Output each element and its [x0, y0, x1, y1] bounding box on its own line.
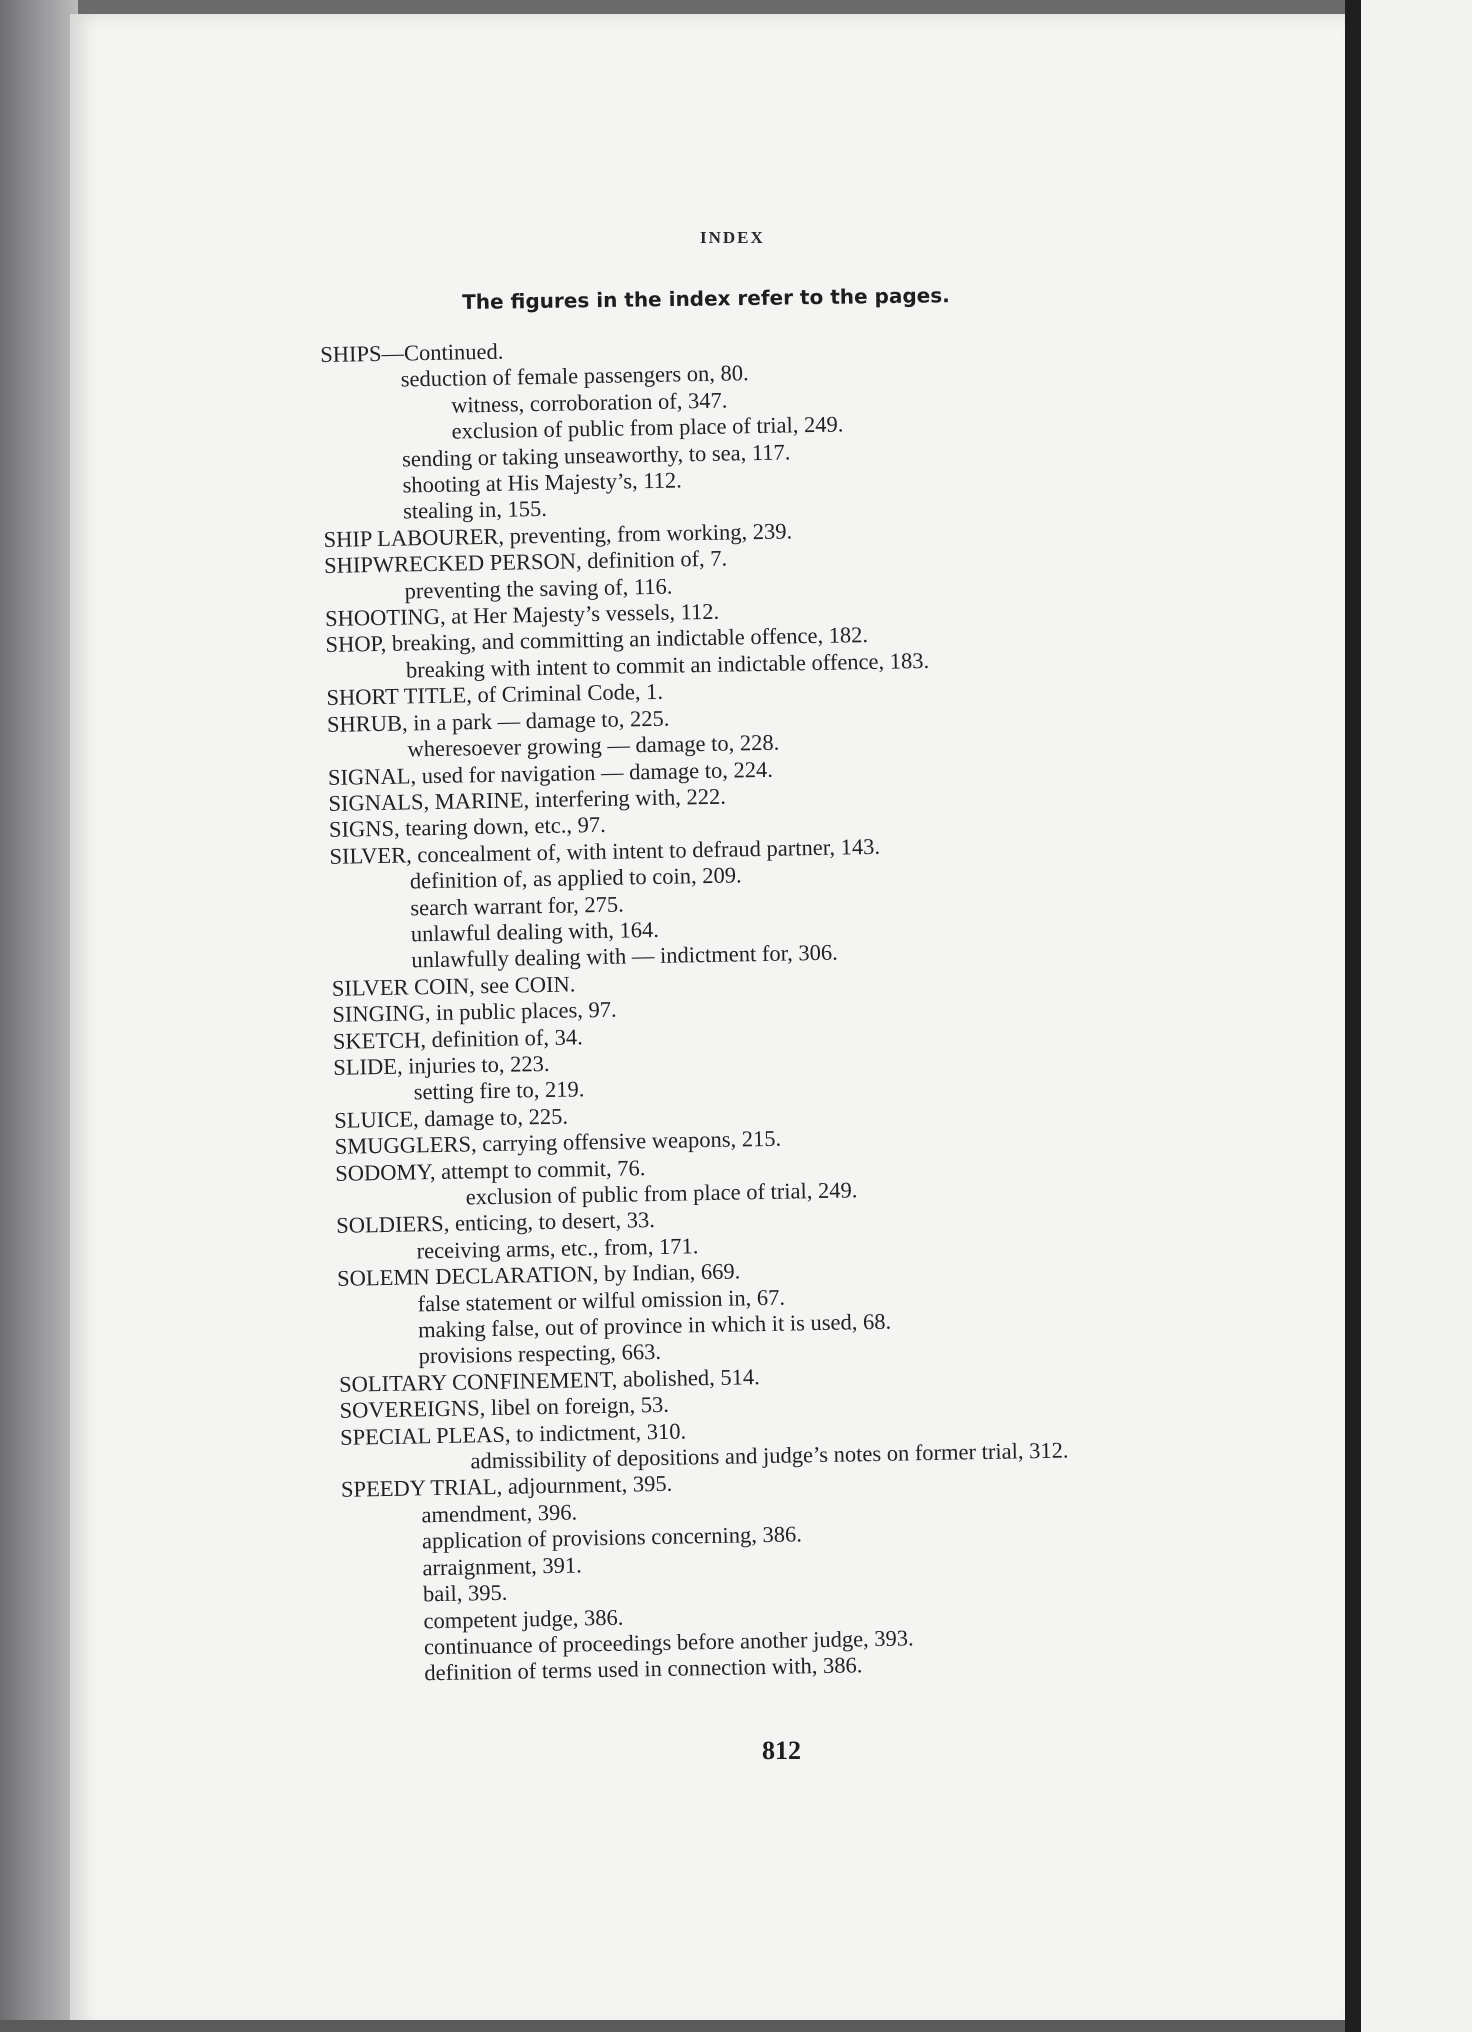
index-entry: false statement or wilful omission in, 67. — [417, 1284, 786, 1316]
page-number: 812 — [762, 1736, 801, 1765]
index-entry: definition of terms used in connection with, 386. — [424, 1652, 863, 1686]
index-entry: provisions respecting, 663. — [418, 1339, 662, 1369]
running-head: INDEX — [700, 228, 765, 247]
index-entry: search warrant for, 275. — [410, 891, 624, 920]
index-entry: competent judge, 386. — [423, 1604, 624, 1633]
index-entry: SHOOTING, at Her Majesty’s vessels, 112. — [324, 598, 720, 632]
index-entry: shooting at His Majesty’s, 112. — [402, 467, 682, 498]
index-entry: exclusion of public from place of trial, 249. — [451, 411, 844, 444]
index-entry: seduction of female passengers on, 80. — [400, 360, 749, 392]
index-entry: unlawful dealing with, 164. — [410, 916, 660, 947]
index-entry: SPEEDY TRIAL, adjournment, 395. — [340, 1471, 673, 1503]
index-entry: admissibility of depositions and judge’s notes on former trial, 312. — [470, 1437, 1069, 1474]
index-entry: SOVEREIGNS, libel on foreign, 53. — [339, 1392, 670, 1424]
index-entry: SHORT TITLE, of Criminal Code, 1. — [326, 679, 664, 711]
index-entry: wheresoever growing — damage to, 228. — [407, 729, 780, 762]
index-entry: receiving arms, etc., from, 171. — [416, 1233, 699, 1264]
index-entry: SIGNAL, used for navigation — damage to, 224. — [327, 756, 774, 790]
index-entry: SILVER COIN, see COIN. — [331, 971, 576, 1001]
index-entry: continuance of proceedings before another judge, 393. — [423, 1625, 914, 1660]
index-entry: SOLDIERS, enticing, to desert, 33. — [335, 1207, 656, 1239]
scan-bottom-edge — [0, 2020, 1345, 2032]
index-entry: amendment, 396. — [421, 1499, 578, 1528]
index-entry: SKETCH, definition of, 34. — [332, 1023, 583, 1054]
index-entry: making false, out of province in which it is used, 68. — [417, 1308, 892, 1343]
index-entry: SLUICE, damage to, 225. — [334, 1103, 569, 1133]
index-entry: preventing the saving of, 116. — [404, 573, 673, 604]
index-entry: SOLEMN DECLARATION, by Indian, 669. — [336, 1258, 741, 1292]
scan-top-edge — [0, 0, 1345, 14]
index-note: The figures in the index refer to the pages. — [462, 283, 950, 314]
index-entry: arraignment, 391. — [422, 1552, 583, 1581]
index-entry: SHIPS—Continued. — [320, 338, 504, 367]
index-entry: setting fire to, 219. — [413, 1076, 585, 1105]
index-entry: sending or taking unseaworthy, to sea, 117. — [401, 439, 791, 472]
index-entry: exclusion of public from place of trial, 249. — [465, 1177, 858, 1210]
index-entries — [320, 326, 1205, 1688]
index-entry: stealing in, 155. — [402, 496, 548, 524]
index-entry: witness, corroboration of, 347. — [450, 387, 728, 418]
index-entry: SOLITARY CONFINEMENT, abolished, 514. — [338, 1363, 760, 1397]
index-entry: definition of, as applied to coin, 209. — [409, 862, 742, 894]
index-entry: SHRUB, in a park — damage to, 225. — [326, 705, 670, 737]
index-entry: SILVER, concealment of, with intent to defraud partner, 143. — [329, 833, 881, 869]
index-entry: SPECIAL PLEAS, to indictment, 310. — [339, 1418, 687, 1450]
index-entry: SINGING, in public places, 97. — [332, 996, 617, 1028]
facing-page — [1361, 0, 1472, 2032]
index-entry: unlawfully dealing with — indictment for, 306. — [411, 939, 839, 973]
index-entry: SMUGGLERS, carrying offensive weapons, 215. — [334, 1125, 782, 1160]
index-entry: SHOP, breaking, and committing an indictable offence, 182. — [325, 622, 869, 658]
index-entry: application of provisions concerning, 386. — [421, 1521, 803, 1554]
index-entry: SHIP LABOURER, preventing, from working, 239. — [323, 518, 793, 552]
page-gutter-shadow — [1345, 0, 1361, 2032]
index-entry: SODOMY, attempt to commit, 76. — [335, 1154, 646, 1186]
index-entry: SIGNS, tearing down, etc., 97. — [328, 812, 606, 843]
book-spine-edge — [0, 0, 78, 2032]
index-entry: bail, 395. — [422, 1579, 508, 1607]
index-entry: breaking with intent to commit an indictable offence, 183. — [405, 647, 930, 683]
index-entry: SHIPWRECKED PERSON, definition of, 7. — [323, 545, 728, 579]
index-entry: SLIDE, injuries to, 223. — [333, 1050, 550, 1080]
index-entry: SIGNALS, MARINE, interfering with, 222. — [328, 783, 727, 816]
